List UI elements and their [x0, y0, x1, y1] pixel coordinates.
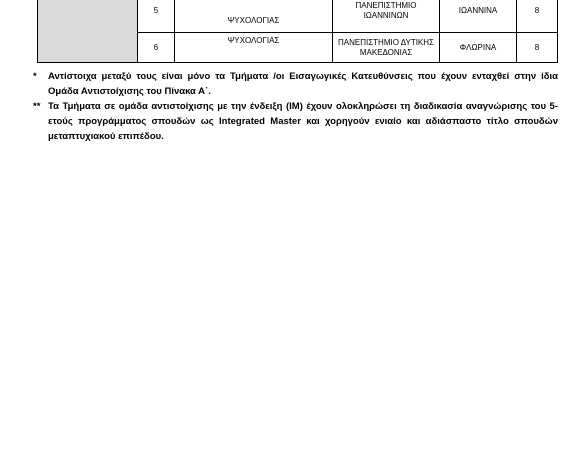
department-name: ΨΥΧΟΛΟΓΙΑΣ [175, 33, 333, 63]
footnote-text: Αντίστοιχα μεταξύ τους είναι μόνο τα Τμήματα /οι Εισαγωγικές Κατευθύνσεις που έχουν ενταχθεί στην ίδια Ομάδα Αντιστοίχισης του Πίνακα Α΄. [48, 71, 558, 97]
university-name-line1: ΠΑΝΕΠΙΣΤΗΜΙΟ [355, 0, 417, 10]
university-name-line2: ΙΩΑΝΝΙΝΩΝ [363, 10, 409, 20]
university-name-line1: ΠΑΝΕΠΙΣΤΗΜΙΟ ΔΥΤΙΚΗΣ [338, 37, 434, 47]
footnote [33, 99, 558, 144]
university-name [333, 33, 440, 63]
university-name-line2: ΜΑΚΕΔΟΝΙΑΣ [359, 47, 413, 57]
city-name: ΦΛΩΡΙΝΑ [440, 33, 517, 63]
row-number: 6 [138, 33, 175, 63]
table-cell-empty [38, 0, 138, 63]
correspondence-table [37, 0, 557, 63]
footnotes [33, 69, 558, 144]
footnote-marker: * [33, 71, 37, 82]
group-number: 8 [517, 0, 558, 33]
department-name: ΨΥΧΟΛΟΓΙΑΣ [175, 0, 333, 33]
footnote [33, 69, 558, 99]
university-name [333, 0, 440, 33]
footnote-marker: ** [33, 101, 41, 112]
city-name: ΙΩΑΝΝΙΝΑ [440, 0, 517, 33]
group-number: 8 [517, 33, 558, 63]
table-row [38, 0, 558, 33]
footnote-text: Τα Τμήματα σε ομάδα αντιστοίχισης με την ένδειξη (IM) έχουν ολοκληρώσει τη διαδικασία αναγνώρισης του 5-ετούς προγράμματος σπουδών ως Integrated Master και χορηγούν ενιαίο και αδιάσπαστο τίτλο σπουδών μεταπτυχιακού επιπέδου. [48, 101, 558, 142]
row-number: 5 [138, 0, 175, 33]
